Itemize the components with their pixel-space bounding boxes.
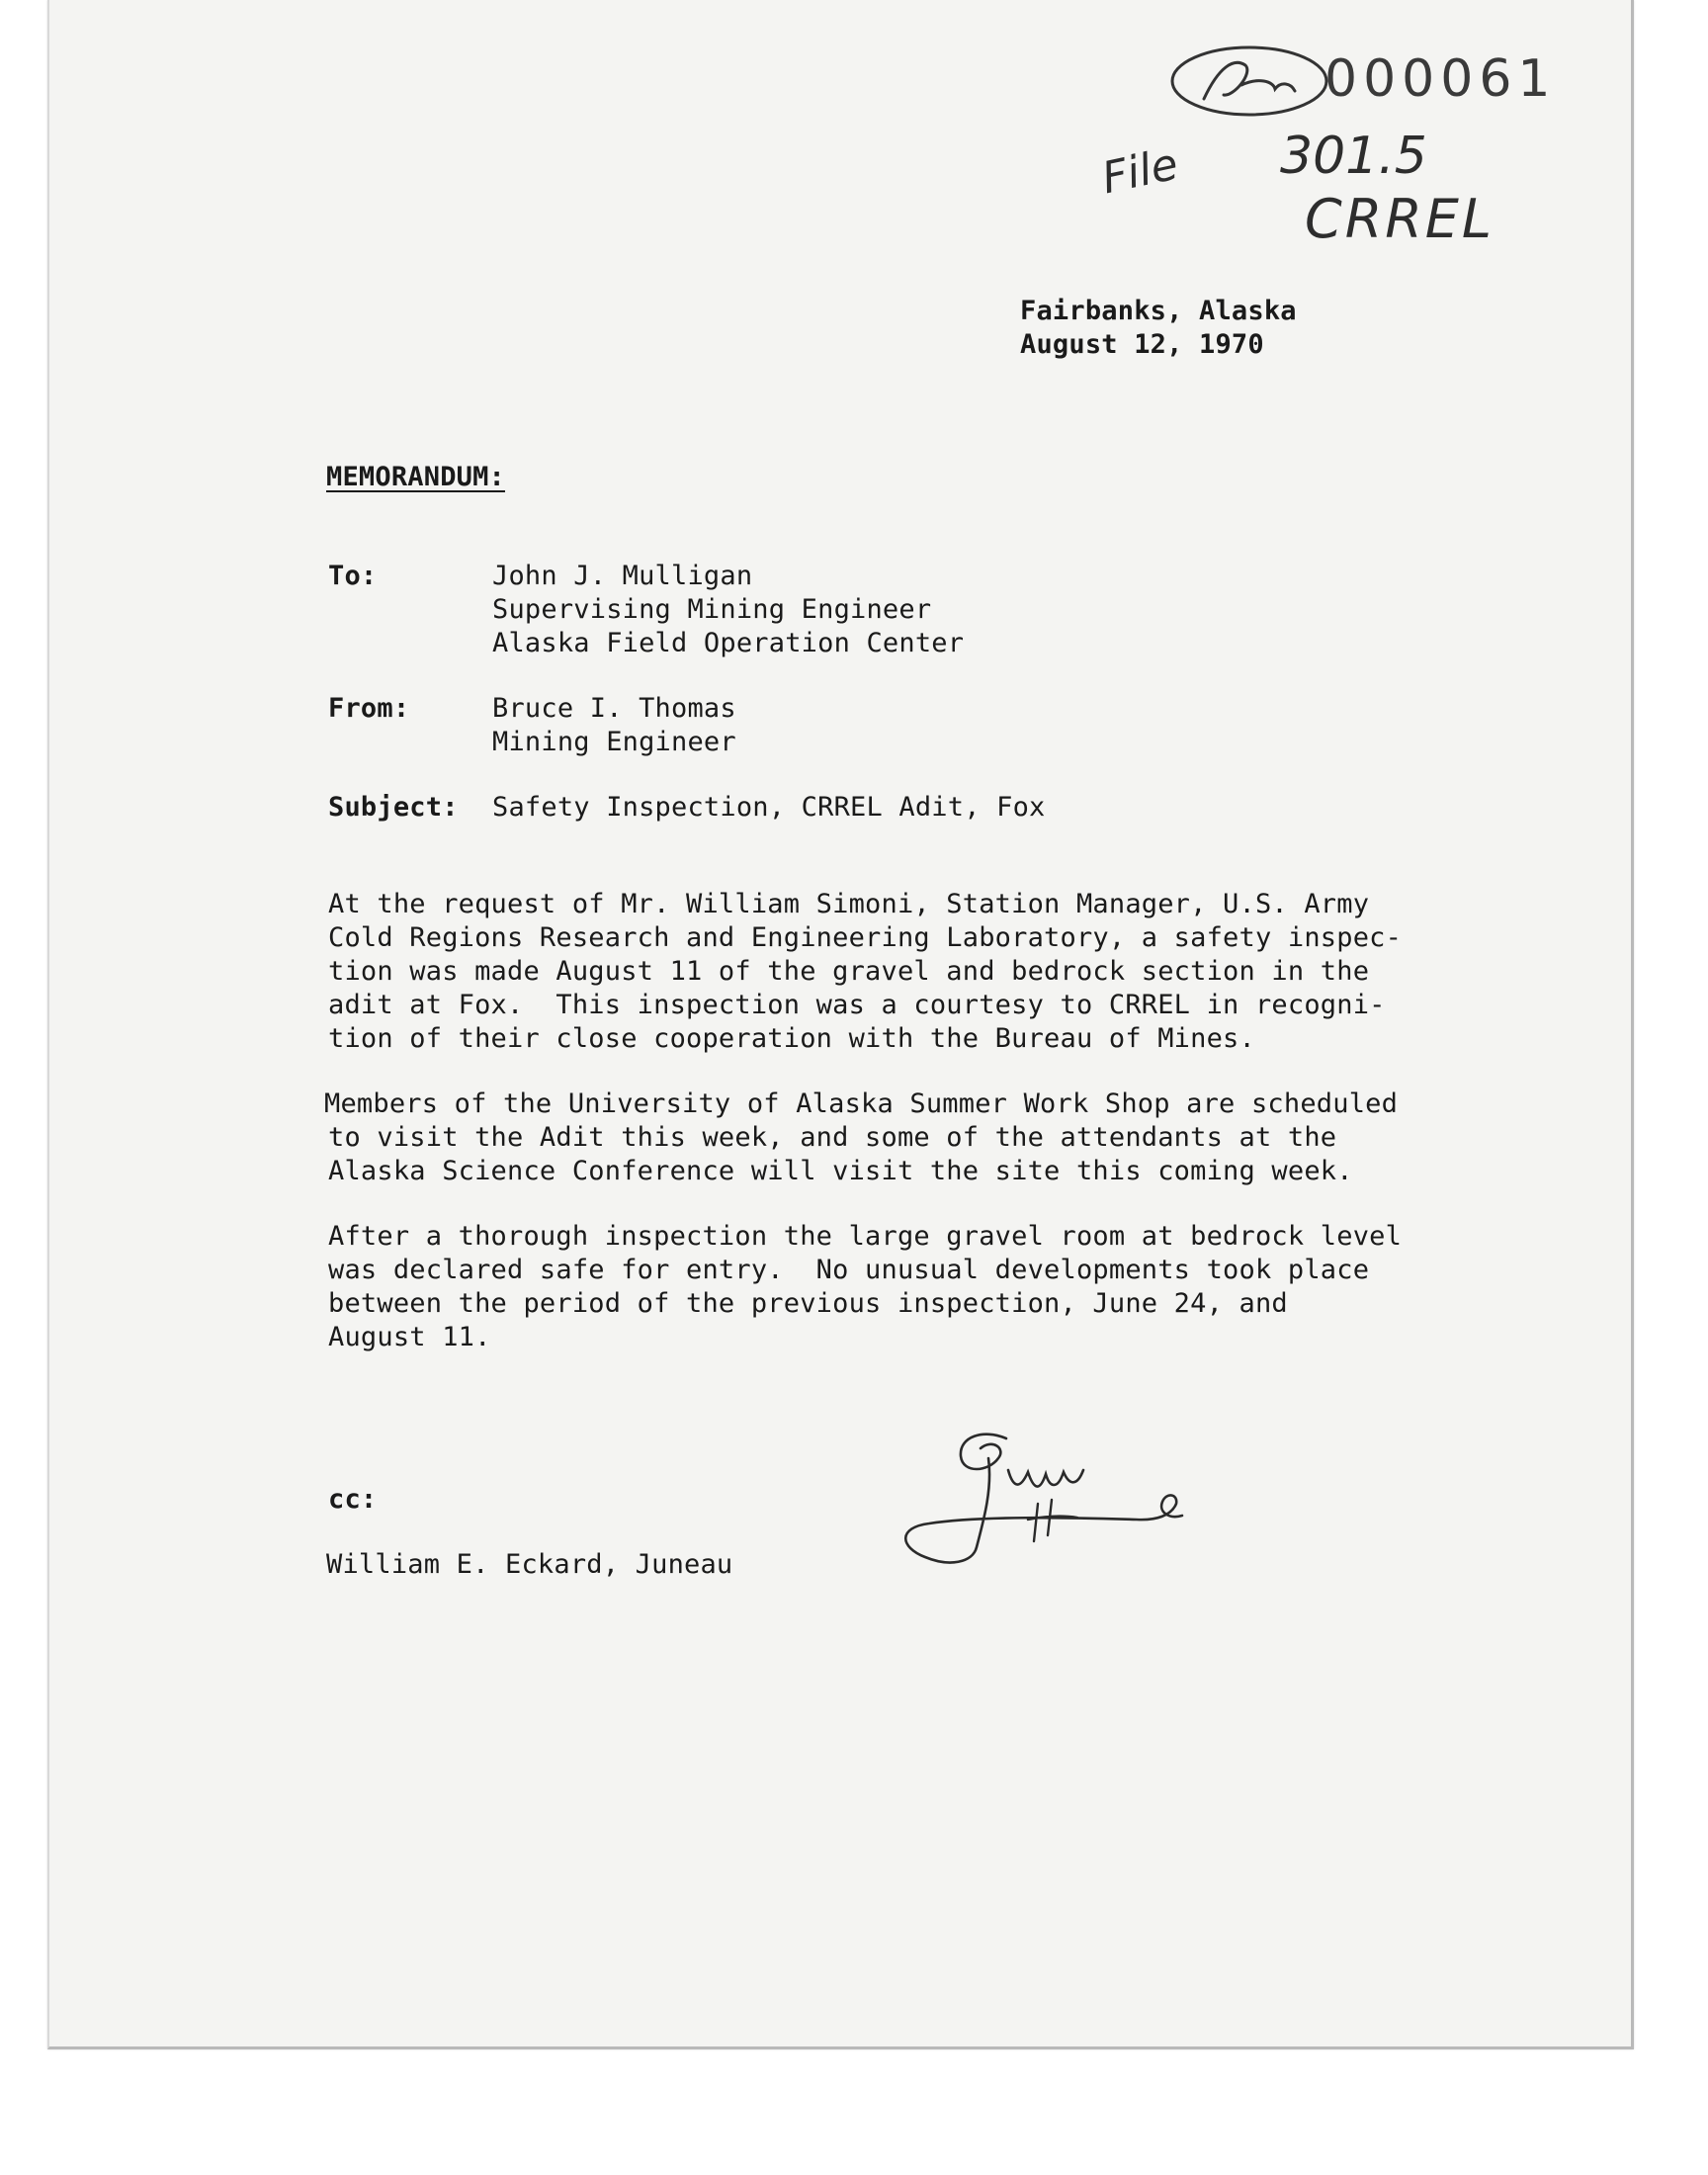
paragraph-line: After a thorough inspection the large gravel room at bedrock level [328,1221,1403,1252]
paragraph-line: tion of their close cooperation with the Bureau of Mines. [328,1023,1255,1054]
file-number: 301.5 [1280,127,1427,186]
to-office: Alaska Field Operation Center [492,628,965,658]
document-number: 000061 [1324,49,1557,109]
paragraph-line: to visit the Adit this week, and some of the attendants at the [328,1122,1337,1153]
paragraph-line: August 11. [328,1322,491,1352]
paragraph-line: was declared safe for entry. No unusual developments took place [328,1255,1370,1285]
to-title: Supervising Mining Engineer [492,594,932,625]
paragraph-line: Cold Regions Research and Engineering Laboratory, a safety inspec- [328,922,1403,953]
from-title: Mining Engineer [492,727,736,757]
cc-recipient: William E. Eckard, Juneau [326,1549,733,1580]
date-line: August 12, 1970 [1020,329,1264,360]
handwritten-signature [890,1409,1216,1587]
from-label: From: [328,693,410,724]
memo-page [47,0,1634,2049]
paragraph-line: adit at Fox. This inspection was a courtesy to CRREL in recogni- [328,990,1386,1020]
to-name: John J. Mulligan [492,561,753,591]
subject-label: Subject: [328,792,459,823]
to-label: To: [328,561,378,591]
memo-heading: MEMORANDUM: [326,462,506,492]
cc-label: cc: [328,1484,378,1515]
from-name: Bruce I. Thomas [492,693,736,724]
paragraph-line: At the request of Mr. William Simoni, Station Manager, U.S. Army [328,889,1370,919]
paragraph-line: tion was made August 11 of the gravel and bedrock section in the [328,956,1370,987]
file-label: File [1097,138,1183,205]
paragraph-line: Alaska Science Conference will visit the site this coming week. [328,1156,1353,1186]
paragraph-line: between the period of the previous inspection, June 24, and [328,1288,1288,1319]
place-line: Fairbanks, Alaska [1020,296,1297,326]
file-subject: CRREL [1305,188,1494,250]
paragraph-line: Members of the University of Alaska Summer Work Shop are scheduled [324,1088,1399,1119]
subject-text: Safety Inspection, CRREL Adit, Fox [492,792,1046,823]
